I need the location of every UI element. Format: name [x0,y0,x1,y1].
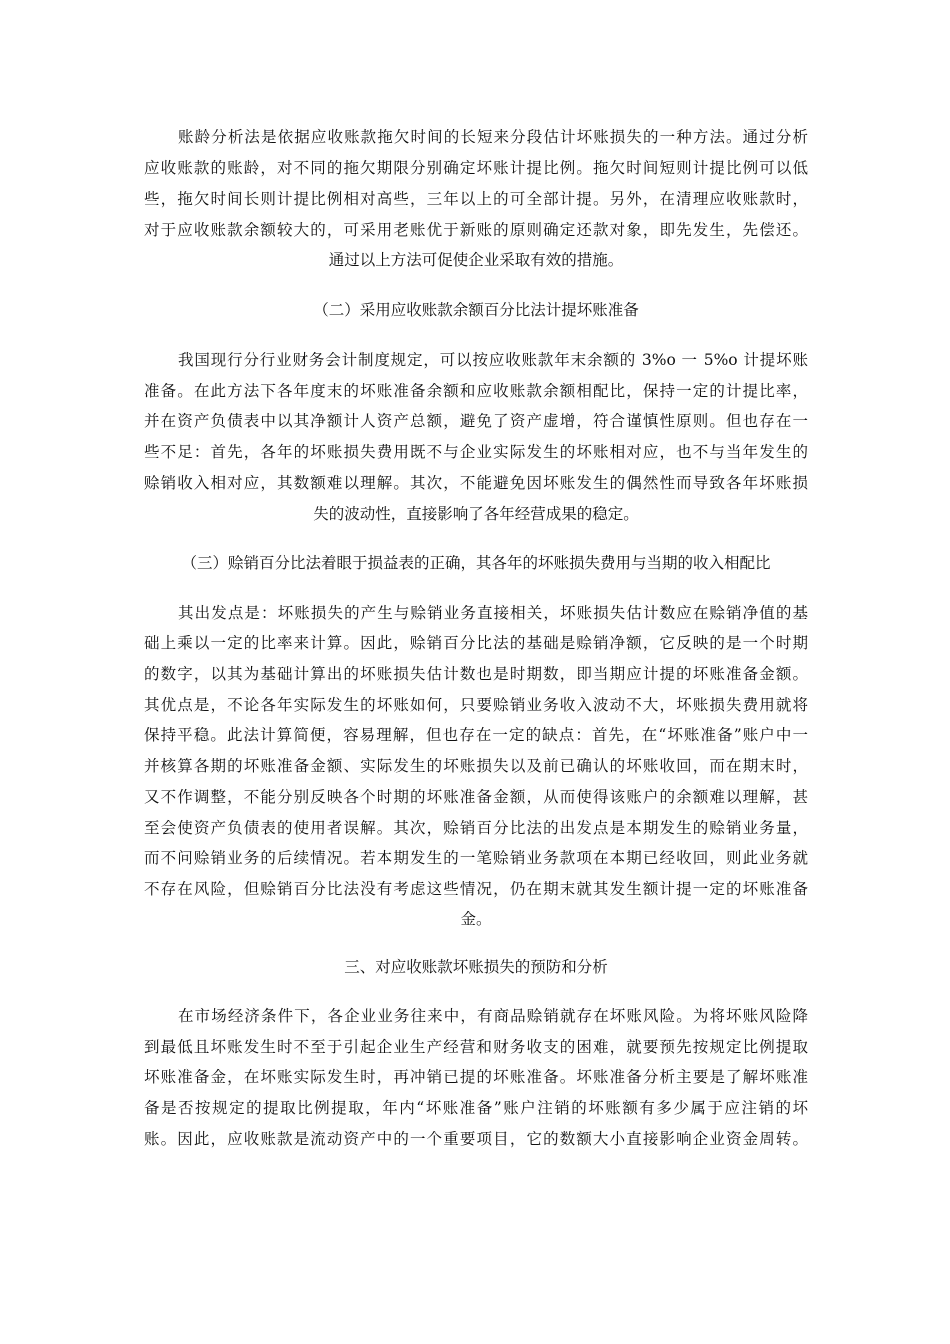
paragraph-credit-sales-line-8: 至会使资产负债表的使用者误解。其次，赊销百分比法的出发点是本期发生的赊销业务量， [144,819,808,837]
paragraph-balance-line-6: 失的波动性，直接影响了各年经营成果的稳定。 [313,505,639,523]
paragraph-aging-line-2: 应收账款的账龄，对不同的拖欠期限分别确定坏账计提比例。拖欠时间短则计提比例可以低 [144,159,808,177]
paragraph-aging-line-1: 账龄分析法是依据应收账款拖欠时间的长短来分段估计坏账损失的一种方法。通过分析 [178,128,808,146]
paragraph-balance-line-2: 准备。在此方法下各年度末的坏账准备余额和应收账款余额相配比，保持一定的计提比率， [144,382,808,400]
paragraph-prevention-line-4: 备是否按规定的提取比例提取，年内“坏账准备”账户注销的坏账额有多少属于应注销的坏 [144,1099,808,1117]
paragraph-balance-line-5: 赊销收入相对应，其数额难以理解。其次，不能避免因坏账发生的偶然性而导致各年坏账损 [144,474,808,492]
paragraph-balance-line-3: 并在资产负债表中以其净额计人资产总额，避免了资产虚增，符合谨慎性原则。但也存在一 [144,412,808,430]
section-heading-3: （三）赊销百分比法着眼于损益表的正确，其各年的坏账损失费用与当期的收入相配比 [181,554,771,572]
paragraph-credit-sales-line-3: 的数字，以其为基础计算出的坏账损失估计数也是时期数，即当期应计提的坏账准备金额。 [144,665,808,683]
paragraph-credit-sales-line-1: 其出发点是：坏账损失的产生与赊销业务直接相关，坏账损失估计数应在赊销净值的基 [178,604,808,622]
section-heading-2: （二）采用应收账款余额百分比法计提坏账准备 [313,301,639,319]
paragraph-credit-sales-line-6: 并核算各期的坏账准备金额、实际发生的坏账损失以及前已确认的坏账收回，而在期末时， [144,757,808,775]
paragraph-credit-sales-line-2: 础上乘以一定的比率来计算。因此，赊销百分比法的基础是赊销净额，它反映的是一个时期 [144,634,808,652]
paragraph-aging-line-5: 通过以上方法可促使企业采取有效的措施。 [328,251,624,269]
paragraph-balance-line-1: 我国现行分行业财务会计制度规定，可以按应收账款年末余额的 3%o 一 5%o 计提坏账 [178,351,808,369]
paragraph-balance-line-4: 些不足：首先，各年的坏账损失费用既不与企业实际发生的坏账相对应，也不与当年发生的 [144,443,808,461]
paragraph-prevention-line-2: 到最低且坏账发生时不至于引起企业生产经营和财务收支的困难，就要预先按规定比例提取 [144,1038,808,1056]
paragraph-prevention-line-1: 在市场经济条件下，各企业业务往来中，有商品赊销就存在坏账风险。为将坏账风险降 [178,1007,808,1025]
paragraph-credit-sales-line-11: 金。 [460,910,492,928]
paragraph-credit-sales-line-4: 其优点是，不论各年实际发生的坏账如何，只要赊销业务收入波动不大，坏账损失费用就将 [144,696,808,714]
paragraph-credit-sales-line-9: 而不问赊销业务的后续情况。若本期发生的一笔赊销业务款项在本期已经收回，则此业务就 [144,849,808,867]
paragraph-credit-sales-line-5: 保持平稳。此法计算简便，容易理解，但也存在一定的缺点：首先，在“坏账准备”账户中一 [144,726,808,744]
paragraph-credit-sales-line-7: 又不作调整，不能分别反映各个时期的坏账准备金额，从而使得该账户的余额难以理解，甚 [144,788,808,806]
section-heading-three: 三、对应收账款坏账损失的预防和分析 [344,958,608,976]
paragraph-prevention-line-3: 坏账准备金，在坏账实际发生时，再冲销已提的坏账准备。坏账准备分析主要是了解坏账准 [144,1068,808,1086]
paragraph-aging-line-4: 对于应收账款余额较大的，可采用老账优于新账的原则确定还款对象，即先发生，先偿还。 [144,221,808,239]
paragraph-aging-line-3: 些，拖欠时间长则计提比例相对高些，三年以上的可全部计提。另外，在清理应收账款时， [144,190,808,208]
paragraph-prevention-line-5: 账。因此，应收账款是流动资产中的一个重要项目，它的数额大小直接影响企业资金周转。 [144,1130,808,1148]
paragraph-credit-sales-line-10: 不存在风险，但赊销百分比法没有考虑这些情况，仍在期末就其发生额计提一定的坏账准备 [144,880,808,898]
